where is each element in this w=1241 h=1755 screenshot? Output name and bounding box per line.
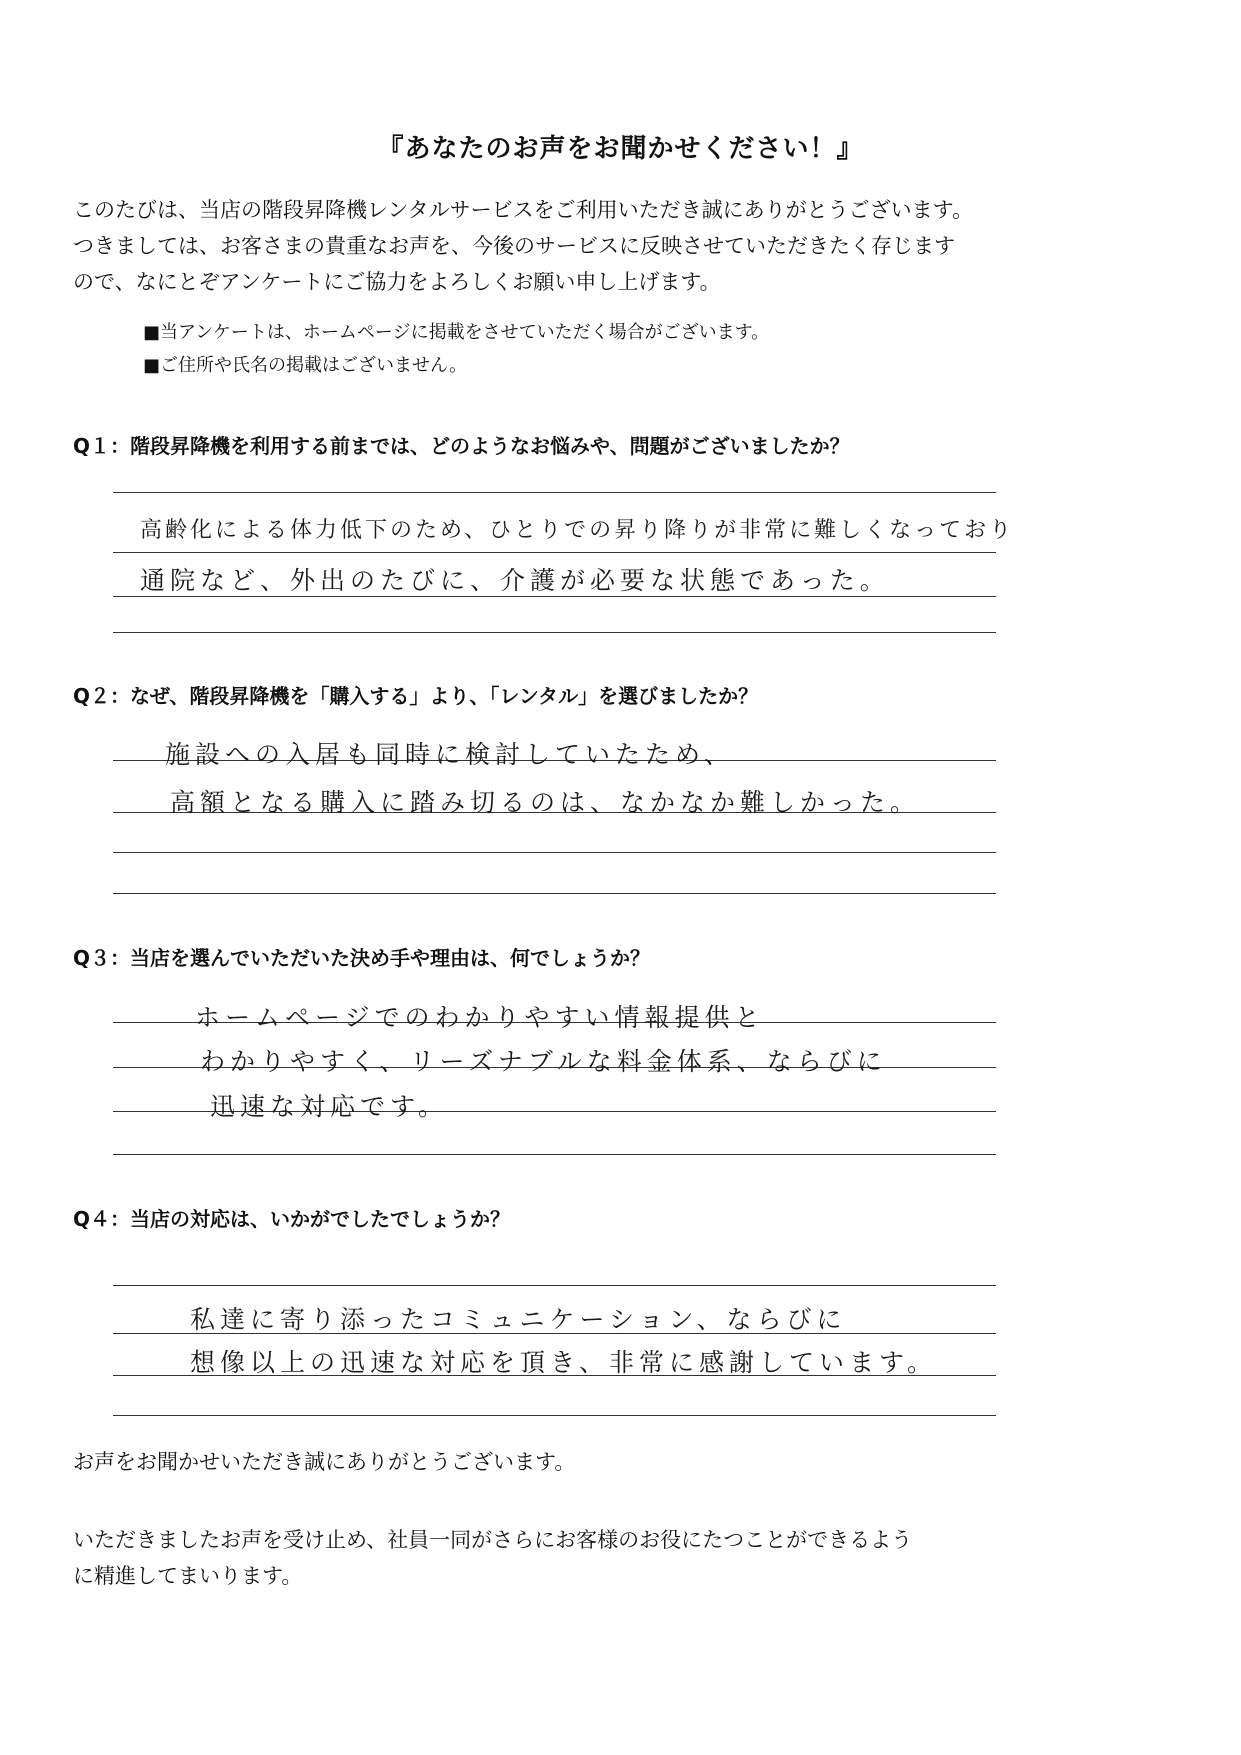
note-item: ■当アンケートは、ホームページに掲載をさせていただく場合がございます。 bbox=[143, 322, 770, 343]
question-1-label: Q１：階段昇降機を利用する前までは、どのようなお悩みや、問題がございましたか？ bbox=[73, 434, 850, 458]
answer-4-line-2: 想像以上の迅速な対応を頂き、非常に感謝しています。 bbox=[190, 1348, 938, 1377]
answer-3-line-2: わかりやすく、リーズナブルな料金体系、ならびに bbox=[200, 1047, 887, 1076]
answer-2-line-1: 施設への入居も同時に検討していたため、 bbox=[165, 740, 735, 769]
intro-line-1: このたびは、当店の階段昇降機レンタルサービスをご利用いただき誠にありがとうございます。 bbox=[73, 198, 973, 222]
closing-line-3: に精進してまいります。 bbox=[73, 1564, 303, 1588]
closing-message bbox=[73, 1522, 912, 1594]
answer-4-line-1: 私達に寄り添ったコミュニケーション、ならびに bbox=[190, 1305, 847, 1334]
closing-line-1: お声をお聞かせいただき誠にありがとうございます。 bbox=[73, 1450, 576, 1474]
intro-line-2: つきましては、お客さまの貴重なお声を、今後のサービスに反映させていただきたく存じます bbox=[73, 234, 955, 258]
note-item: ■ご住所や氏名の掲載はございません。 bbox=[143, 355, 468, 376]
answer-1-line-2: 通院など、外出のたびに、介護が必要な状態であった。 bbox=[140, 566, 890, 595]
answer-3-line-3: 迅速な対応です。 bbox=[210, 1092, 449, 1121]
answer-3-line-1: ホームページでのわかりやすい情報提供と bbox=[195, 1003, 765, 1032]
answer-line bbox=[113, 492, 996, 493]
question-4-label: Q４：当店の対応は、いかがでしたでしょうか？ bbox=[73, 1207, 511, 1231]
intro-line-3: ので、なにとぞアンケートにご協力をよろしくお願い申し上げます。 bbox=[73, 270, 721, 294]
notes-list bbox=[143, 316, 769, 382]
closing-thanks bbox=[73, 1444, 575, 1480]
answer-line bbox=[113, 632, 996, 633]
question-3-label: Q３：当店を選んでいただいた決め手や理由は、何でしょうか？ bbox=[73, 946, 651, 970]
answer-line bbox=[113, 552, 996, 553]
answer-line bbox=[113, 852, 996, 853]
question-2-label: Q２：なぜ、階段昇降機を「購入する」より、「レンタル」を選びましたか？ bbox=[73, 684, 759, 708]
answer-2-line-2: 高額となる購入に踏み切るのは、なかなか難しかった。 bbox=[170, 788, 921, 817]
answer-line bbox=[113, 1415, 996, 1416]
answer-line bbox=[113, 1154, 996, 1155]
answer-1-line-1: 高齢化による体力低下のため、ひとりでの昇り降りが非常に難しくなっており bbox=[140, 518, 1015, 543]
answer-line bbox=[113, 1285, 996, 1286]
closing-line-2: いただきましたお声を受け止め、社員一同がさらにお客様のお役にたつことができるよう bbox=[73, 1528, 913, 1552]
answer-line bbox=[113, 893, 996, 894]
page-title: 『あなたのお声をお聞かせください！』 bbox=[377, 134, 864, 164]
intro-text bbox=[73, 192, 1073, 300]
